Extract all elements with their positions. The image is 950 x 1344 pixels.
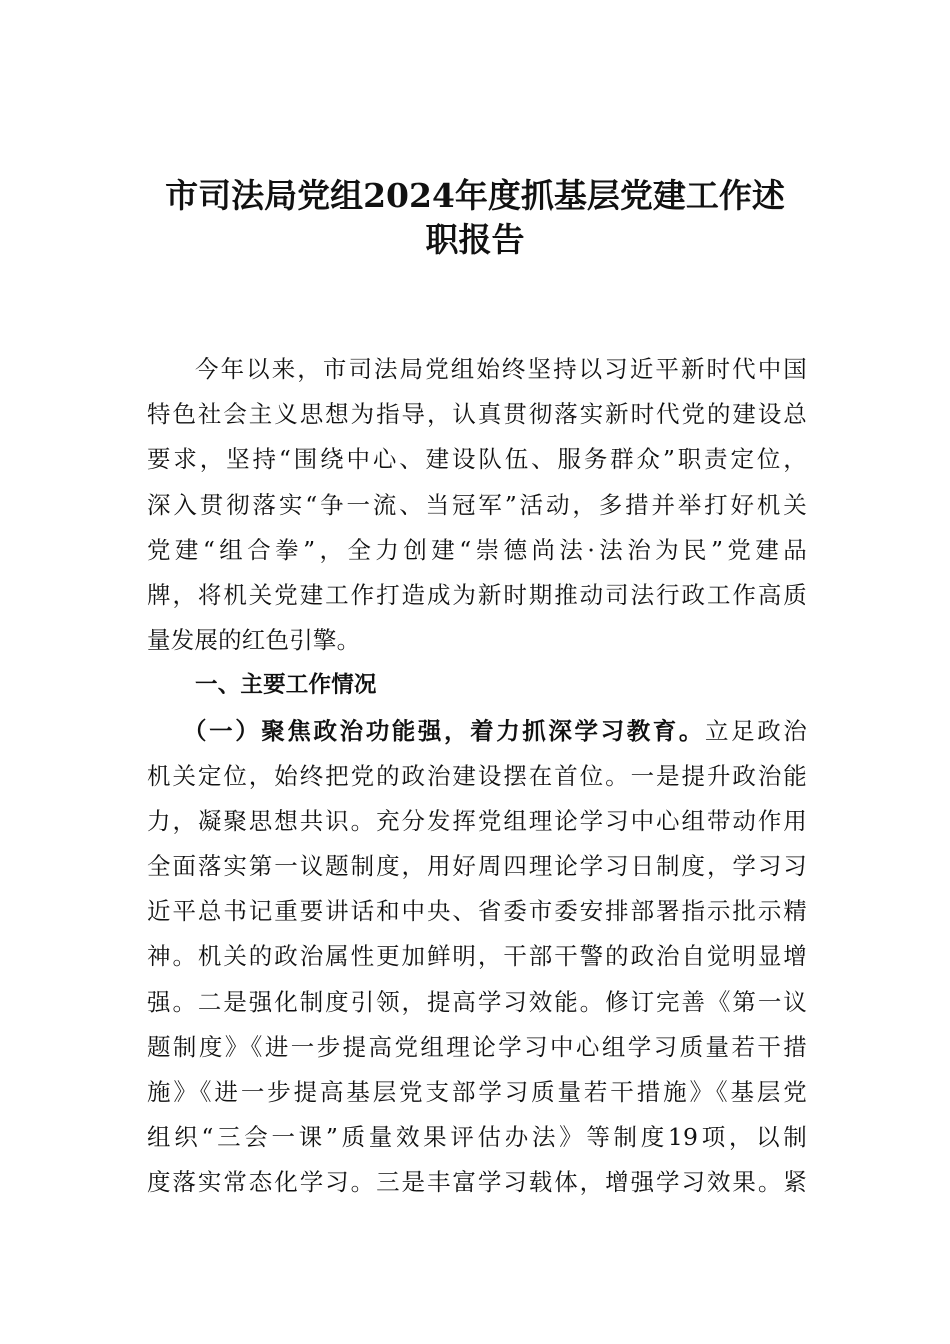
document-body — [147, 347, 807, 1206]
body-line: 全面落实第一议题制度，用好周四理论学习日制度，学习习 — [147, 852, 807, 881]
body-line: 力，凝聚思想共识。充分发挥党组理论学习中心组带动作用 — [147, 806, 807, 835]
subsection-lead-rest: 立足政治 — [705, 716, 807, 745]
intro-line: 今年以来，市司法局党组始终坚持以习近平新时代中国 — [195, 355, 807, 383]
intro-line: 要求，坚持“围绕中心、建设队伍、服务群众”职责定位， — [147, 445, 807, 474]
body-line: 机关定位，始终把党的政治建设摆在首位。一是提升政治能 — [147, 761, 807, 790]
body-line: 强。二是强化制度引领，提高学习效能。修订完善《第一议 — [147, 987, 807, 1016]
document-title-line-2: 职报告 — [425, 220, 525, 259]
subsection-lead: （一）聚焦政治功能强，着力抓深学习教育。 — [183, 716, 705, 745]
body-line: 施》《进一步提高基层党支部学习质量若干措施》《基层党 — [147, 1078, 807, 1106]
subsection-first-line — [147, 709, 807, 754]
section-heading: 一、主要工作情况 — [195, 672, 377, 699]
intro-line: 深入贯彻落实“争一流、当冠军”活动，多措并举打好机关 — [147, 490, 807, 519]
intro-line: 党建“组合拳”，全力创建“崇德尚法·法治为民”党建品 — [147, 535, 807, 564]
body-line: 度落实常态化学习。三是丰富学习载体，增强学习效果。紧 — [147, 1168, 807, 1197]
intro-line: 特色社会主义思想为指导，认真贯彻落实新时代党的建设总 — [147, 400, 807, 429]
intro-line: 牌，将机关党建工作打造成为新时期推动司法行政工作高质 — [147, 580, 807, 609]
body-line: 题制度》《进一步提高党组理论学习中心组学习质量若干措 — [147, 1032, 807, 1061]
body-line: 近平总书记重要讲话和中央、省委市委安排部署指示批示精 — [147, 897, 807, 926]
body-line: 神。机关的政治属性更加鲜明，干部干警的政治自觉明显增 — [147, 942, 807, 971]
body-line: 组织“三会一课”质量效果评估办法》等制度19项，以制 — [147, 1123, 807, 1152]
document-title-line-1: 市司法局党组2024年度抓基层党建工作述 — [165, 176, 785, 215]
intro-line: 量发展的红色引擎。 — [147, 626, 361, 655]
